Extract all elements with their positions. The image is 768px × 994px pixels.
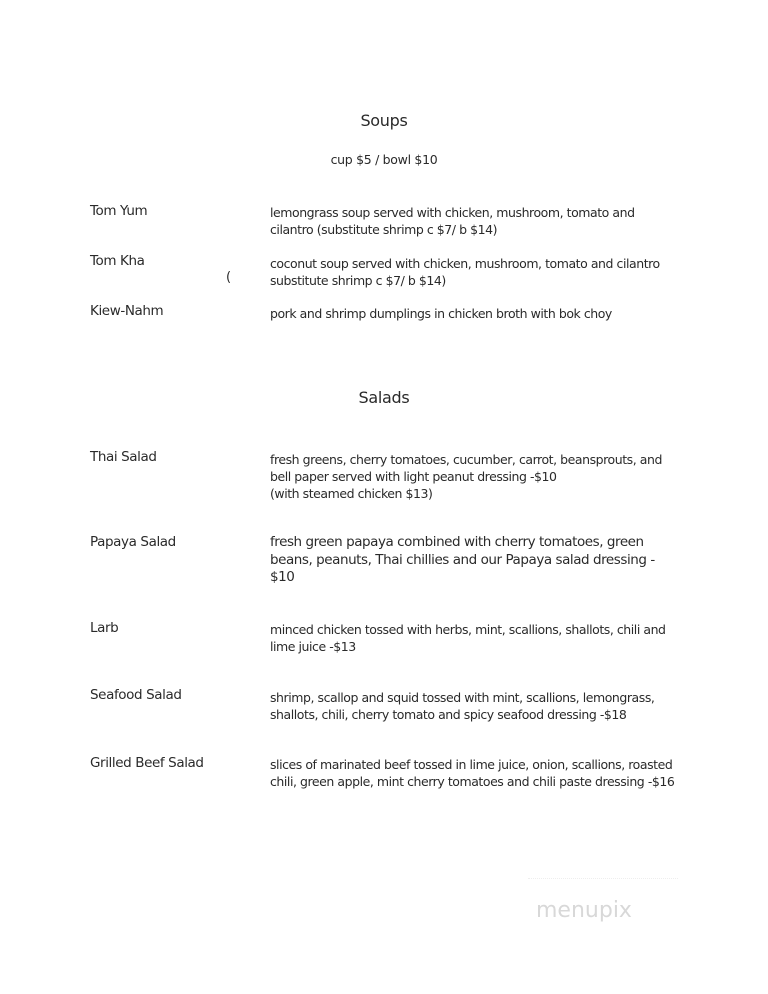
description-line: minced chicken tossed with herbs, mint, scallions, shallots, chili and	[270, 622, 666, 637]
salads-heading: Salads	[358, 388, 410, 407]
menu-item-description	[270, 534, 690, 587]
menupix-watermark: menupix	[536, 898, 632, 923]
description-line: lemongrass soup served with chicken, mushroom, tomato and	[270, 205, 635, 220]
watermark-decoration	[528, 878, 678, 887]
menu-item-name: Tom Kha	[90, 253, 145, 269]
soups-pricing: cup $5 / bowl $10	[330, 152, 438, 167]
soups-heading: Soups	[360, 111, 408, 130]
menu-item-name: Thai Salad	[90, 449, 157, 465]
description-line: coconut soup served with chicken, mushroom, tomato and cilantro	[270, 256, 660, 271]
description-line: $10	[270, 569, 295, 585]
description-line: cilantro (substitute shrimp c $7/ b $14)	[270, 222, 498, 237]
menu-item-description	[270, 305, 690, 322]
menu-item-description	[270, 451, 690, 502]
menu-item-description	[270, 756, 690, 790]
menu-item-description	[270, 689, 690, 723]
description-line: lime juice -$13	[270, 639, 356, 654]
stray-parenthesis: (	[226, 270, 232, 285]
description-line: chili, green apple, mint cherry tomatoes and chili paste dressing -$16	[270, 774, 675, 789]
menu-item-name: Grilled Beef Salad	[90, 755, 204, 771]
description-line: bell paper served with light peanut dressing -$10	[270, 469, 557, 484]
description-line: pork and shrimp dumplings in chicken broth with bok choy	[270, 306, 612, 321]
menu-item-name: Larb	[90, 620, 119, 636]
menu-item-name: Papaya Salad	[90, 534, 176, 550]
menu-item-description	[270, 621, 690, 655]
menu-item-name: Seafood Salad	[90, 687, 182, 703]
description-line: substitute shrimp c $7/ b $14)	[270, 273, 446, 288]
menu-item-description	[270, 255, 690, 289]
description-line: fresh green papaya combined with cherry tomatoes, green	[270, 534, 644, 550]
menu-item-description	[270, 204, 690, 238]
description-line: shallots, chili, cherry tomato and spicy seafood dressing -$18	[270, 707, 627, 722]
description-line: fresh greens, cherry tomatoes, cucumber, carrot, beansprouts, and	[270, 452, 662, 467]
menu-item-name: Tom Yum	[90, 203, 148, 219]
menu-item-name: Kiew-Nahm	[90, 303, 164, 319]
description-line: slices of marinated beef tossed in lime juice, onion, scallions, roasted	[270, 757, 673, 772]
description-line: beans, peanuts, Thai chillies and our Papaya salad dressing -	[270, 551, 655, 568]
description-line: shrimp, scallop and squid tossed with mint, scallions, lemongrass,	[270, 690, 655, 705]
description-line: (with steamed chicken $13)	[270, 486, 433, 501]
